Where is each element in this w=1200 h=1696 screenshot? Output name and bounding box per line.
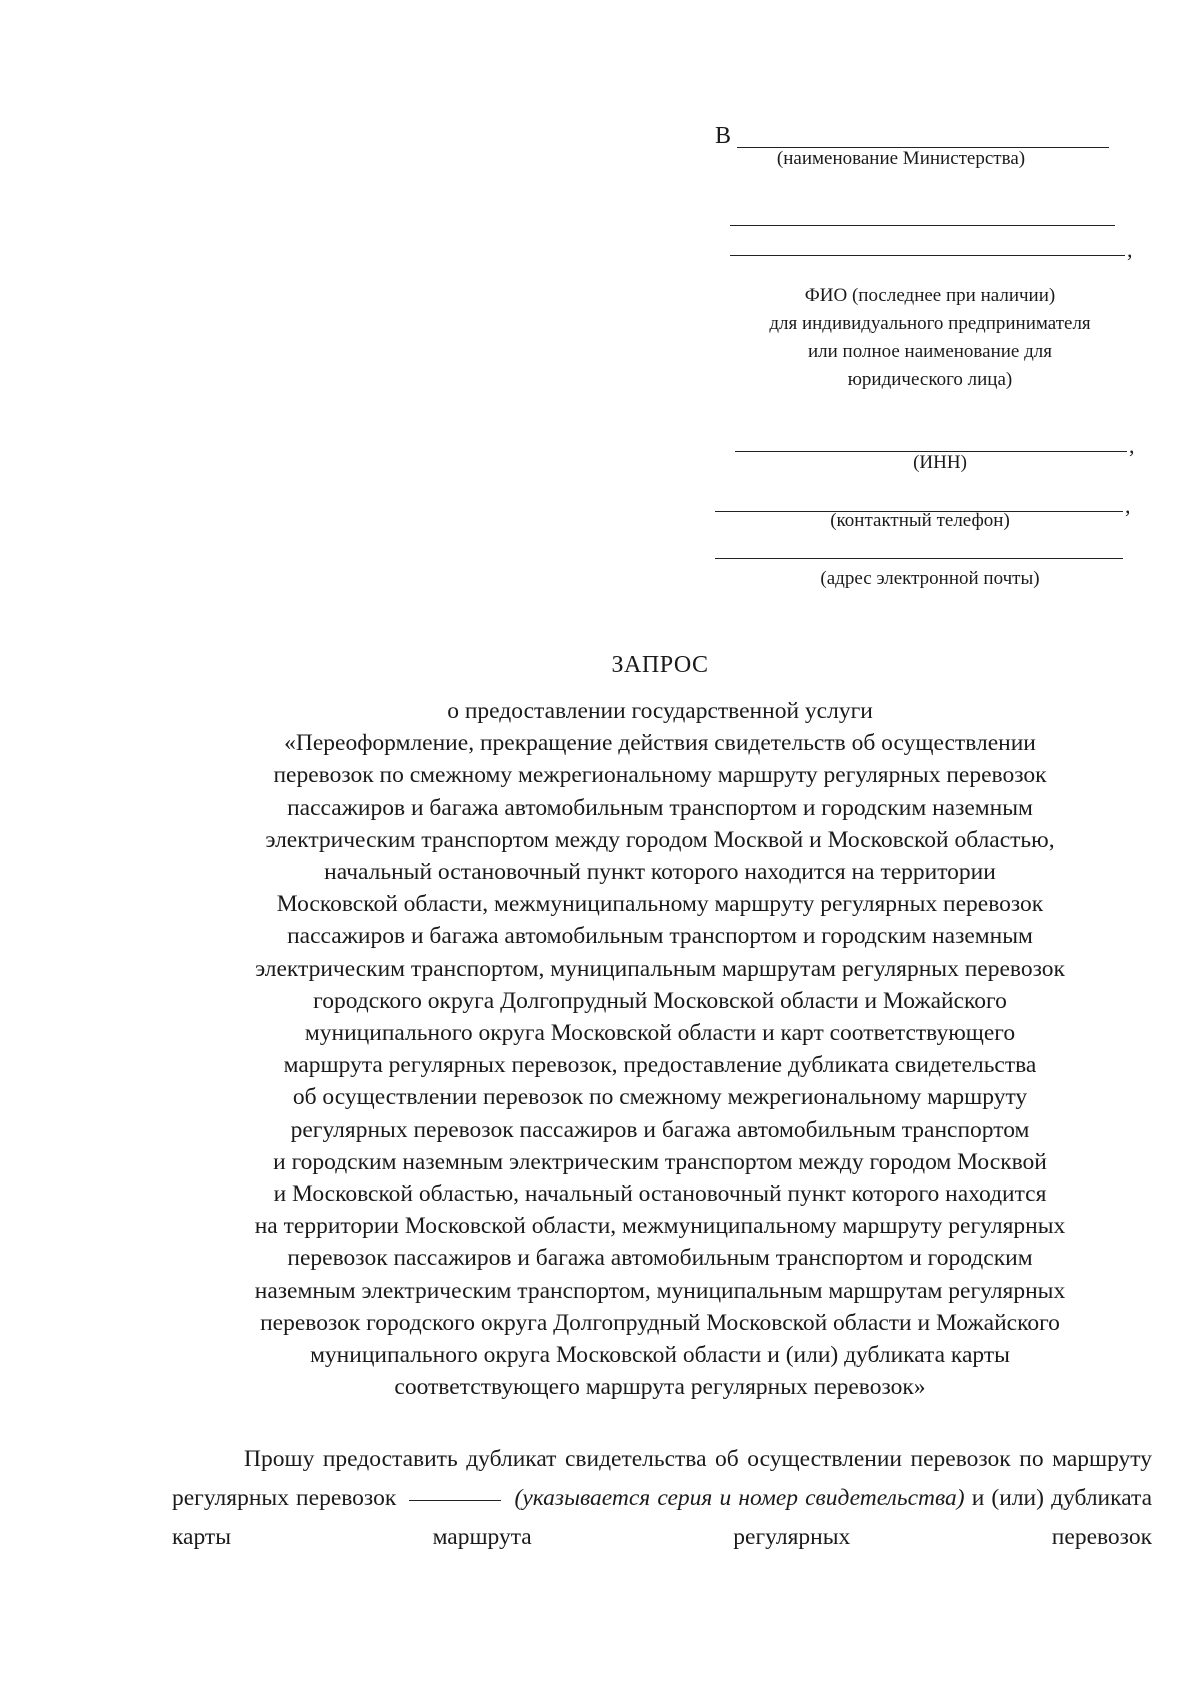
subtitle-line: муниципального округа Московской области и карт соответствующего bbox=[304, 1020, 1016, 1047]
fio-comma: , bbox=[1127, 237, 1133, 262]
subtitle-line: регулярных перевозок пассажиров и багажа автомобильным транспортом bbox=[290, 1116, 1030, 1143]
document-subtitle bbox=[170, 695, 1150, 1403]
paragraph-text-end: и (или) дубликата карты маршрута регулярных перевозок bbox=[172, 1485, 1153, 1550]
subtitle-line: перевозок городского округа Долгопрудный Московской области и Можайского bbox=[260, 1309, 1060, 1336]
subtitle-line: перевозок пассажиров и багажа автомобильным транспортом и городским bbox=[287, 1245, 1033, 1272]
subtitle-line: Московской области, межмуниципальному маршруту регулярных перевозок bbox=[276, 891, 1044, 918]
subtitle-line: об осуществлении перевозок по смежному межрегиональному маршруту bbox=[292, 1084, 1028, 1111]
fio-caption-line: или полное наименование для bbox=[807, 341, 1052, 362]
to-letter: В bbox=[715, 123, 732, 149]
subtitle-line: электрическим транспортом, муниципальным маршрутам регулярных перевозок bbox=[255, 955, 1065, 982]
ministry-line-row bbox=[715, 124, 1109, 148]
subtitle-line: о предоставлении государственной услуги bbox=[447, 698, 873, 724]
inn-comma: , bbox=[1129, 433, 1135, 458]
subtitle-line: муниципального округа Московской области и (или) дубликата карты bbox=[310, 1342, 1010, 1369]
subtitle-line: и городским наземным электрическим транспортом между городом Москвой bbox=[273, 1148, 1047, 1175]
ministry-caption: (наименование Министерства) bbox=[776, 148, 1026, 169]
paragraph-text-start: Прошу предоставить дубликат свидетельства об осуществлении перевозок по маршруту регулярных перевозок bbox=[172, 1446, 1152, 1511]
phone-comma: , bbox=[1125, 493, 1131, 518]
fio-caption bbox=[720, 282, 1140, 394]
certificate-blank-line bbox=[409, 1500, 501, 1501]
fio-caption-line: для индивидуального предпринимателя bbox=[769, 313, 1091, 334]
email-caption: (адрес электронной почты) bbox=[820, 568, 1040, 589]
subtitle-line: соответствующего маршрута регулярных перевозок» bbox=[394, 1374, 926, 1401]
subtitle-line: начальный остановочный пункт которого находится на территории bbox=[324, 859, 996, 886]
subtitle-line: городского округа Долгопрудный Московской области и Можайского bbox=[313, 987, 1007, 1014]
fio-caption-line: юридического лица) bbox=[847, 369, 1013, 390]
subtitle-line: маршрута регулярных перевозок, предоставление дубликата свидетельства bbox=[283, 1052, 1037, 1079]
subtitle-line: наземным электрическим транспортом, муниципальным маршрутам регулярных bbox=[254, 1277, 1066, 1304]
inn-caption: (ИНН) bbox=[913, 452, 967, 473]
subtitle-line: «Переоформление, прекращение действия свидетельств об осуществлении bbox=[284, 730, 1036, 757]
request-paragraph bbox=[172, 1440, 1152, 1557]
email-blank-line bbox=[715, 558, 1123, 559]
subtitle-line: и Московской областью, начальный остановочный пункт которого находится bbox=[273, 1181, 1047, 1208]
phone-caption: (контактный телефон) bbox=[830, 510, 1010, 531]
subtitle-line: на территории Московской области, межмуниципальному маршруту регулярных bbox=[254, 1213, 1066, 1240]
fio-blank-line-2 bbox=[730, 255, 1125, 256]
subtitle-line: пассажиров и багажа автомобильным транспортом и городским наземным bbox=[287, 794, 1033, 821]
document-title: ЗАПРОС bbox=[611, 652, 709, 678]
fio-line-row-2 bbox=[730, 237, 1133, 262]
subtitle-line: электрическим транспортом между городом Москвой и Московской областью, bbox=[265, 826, 1055, 853]
subtitle-line: перевозок по смежному межрегиональному маршруту регулярных перевозок bbox=[273, 762, 1047, 789]
inn-line-row bbox=[735, 433, 1135, 458]
paragraph-italic-note: (указывается серия и номер свидетельства) bbox=[514, 1485, 965, 1511]
subtitle-line: пассажиров и багажа автомобильным транспортом и городским наземным bbox=[287, 923, 1033, 950]
fio-blank-line-1 bbox=[730, 225, 1115, 226]
fio-caption-line: ФИО (последнее при наличии) bbox=[804, 285, 1056, 306]
